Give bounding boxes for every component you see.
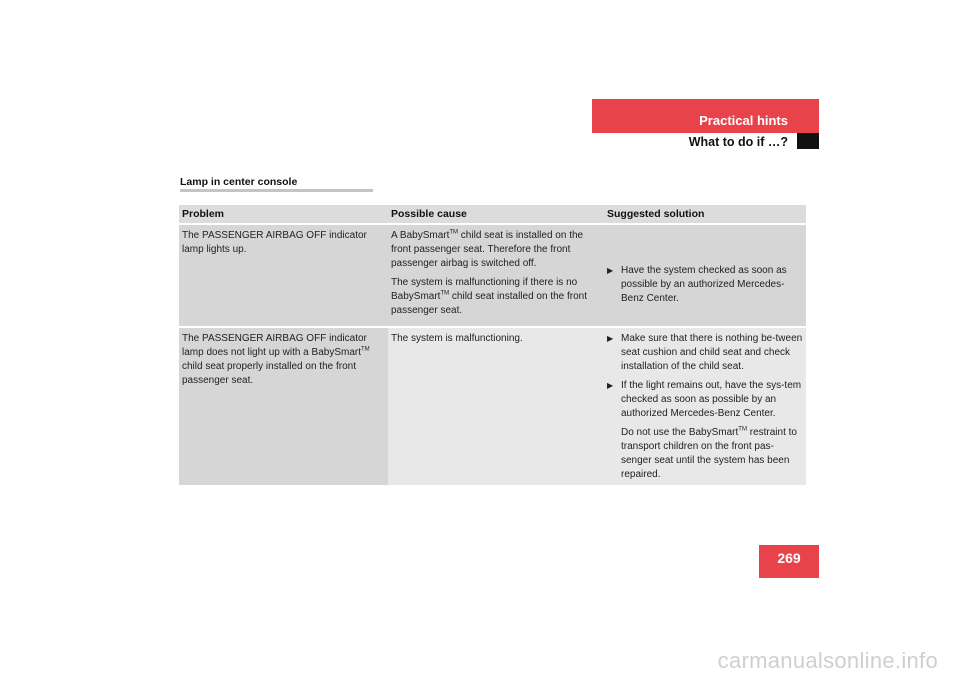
solution-note: Do not use the BabySmart™ restraint to transport children on the front pas-senger seat until the system has been repaired.: [621, 426, 797, 480]
solution-cell: [604, 225, 806, 328]
header-marker: [797, 133, 819, 149]
column-header-solution: Suggested solution: [604, 205, 806, 225]
troubleshooting-table: [179, 205, 806, 485]
problem-text: The PASSENGER AIRBAG OFF indicator lamp lights up.: [182, 230, 367, 255]
page-number: 269: [759, 545, 819, 578]
cause-cell: [388, 225, 604, 328]
section-underline: [180, 189, 373, 192]
header-banner: [592, 99, 819, 133]
problem-cell: [179, 225, 388, 328]
cause-text: A BabySmart™ child seat is installed on the front passenger seat. Therefore the front passenger airbag is switched off.: [391, 229, 584, 269]
solution-step: ▶ Make sure that there is nothing be-tween seat cushion and child seat and check installation of the child seat.: [607, 333, 803, 372]
triangle-right-icon: ▶: [607, 381, 614, 390]
cause-text: The system is malfunctioning.: [391, 333, 523, 344]
triangle-right-icon: ▶: [607, 266, 614, 275]
solution-step: ▶ Have the system checked as soon as possible by an authorized Mercedes-Benz Center.: [607, 265, 787, 304]
section-title: Lamp in center console: [180, 176, 298, 188]
cause-cell: [388, 328, 604, 485]
header-title: Practical hints: [699, 113, 788, 128]
column-header-problem: Problem: [179, 205, 388, 225]
triangle-right-icon: ▶: [607, 334, 614, 343]
table-row: [179, 225, 806, 328]
watermark: carmanualsonline.info: [717, 648, 938, 673]
header-subtitle-bar: [592, 133, 819, 149]
cause-text: The system is malfunctioning if there is no BabySmart™ child seat installed on the front passenger seat.: [391, 277, 588, 316]
solution-step: ▶ If the light remains out, have the sys-tem checked as soon as possible by an authorized Mercedes-Benz Center.: [607, 380, 802, 419]
header-subtitle: What to do if …?: [688, 135, 788, 149]
solution-cell: [604, 328, 806, 485]
problem-text: The PASSENGER AIRBAG OFF indicator lamp does not light up with a BabySmart™ child seat properly installed on the front passenger seat.: [182, 333, 370, 386]
table-row: [179, 328, 806, 485]
problem-cell: [179, 328, 388, 485]
column-header-cause: Possible cause: [388, 205, 604, 225]
table-header-row: [179, 205, 806, 225]
